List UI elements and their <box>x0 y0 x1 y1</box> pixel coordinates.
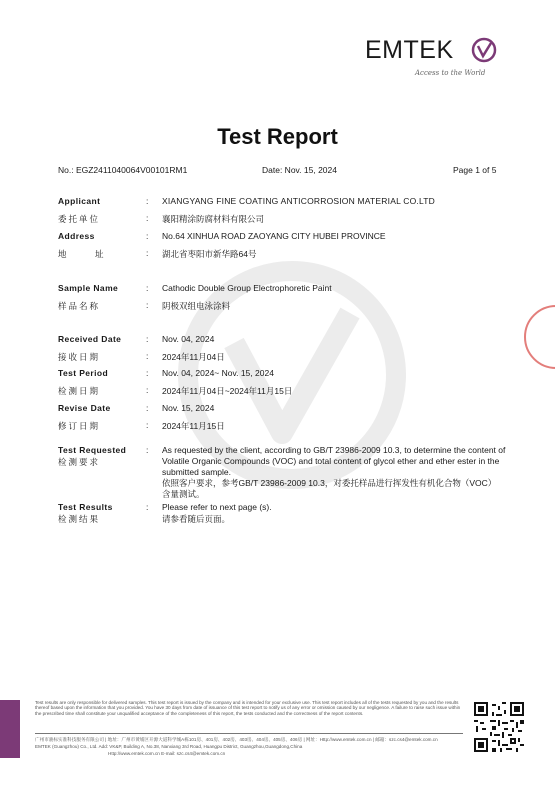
test-results-cn-label: 检测结果 <box>58 514 101 524</box>
test-period-label: Test Period <box>58 368 109 378</box>
footer-divider <box>35 733 463 734</box>
logo-tagline: Access to the World <box>415 69 486 77</box>
applicant-label: Applicant <box>58 196 101 206</box>
test-requested-value: As requested by the client, according to GB/T 23986-2009 10.3, to determine the content of Volatile Organic Compounds (VOC) and total content of glycol ether and ether ester in the submitted sample. <box>162 445 506 477</box>
footer-contact: Http://www.emtek.com.cn E-mail: szc.cs4@emtek.com.cn <box>108 751 226 756</box>
logo-text: EMTEK <box>365 36 454 64</box>
test-period-cn-label: 检测日期 <box>58 386 101 396</box>
colon: : <box>146 213 149 223</box>
colon: : <box>146 502 149 512</box>
qr-code-icon <box>474 702 524 752</box>
footer-disclaimer: Test results are only responsible for delivered samples. This test report is issued by the company and is intended for your exclusive use. This test report includes all of the tests requested by you and the results thereof based upon the information that you provided. You have 30 days from date of issuance of this test report to notify us of any error or omission caused by our negligence. A failure to raise such issue within the prescribed time shall constitute your unqualified acceptance of the completeness of this report, the tests conducted and the correctness of the report contents. <box>35 700 461 716</box>
address-cn-value: 湖北省枣阳市新华路64号 <box>162 249 257 259</box>
applicant-cn-value: 襄阳精涂防腐材料有限公司 <box>162 214 265 224</box>
page-title: Test Report <box>217 124 338 149</box>
applicant-value: XIANGYANG FINE COATING ANTICORROSION MATERIAL CO.LTD <box>162 196 435 206</box>
address-value: No.64 XINHUA ROAD ZAOYANG CITY HUBEI PROVINCE <box>162 231 386 241</box>
received-date-cn-value: 2024年11月04日 <box>162 352 225 362</box>
colon: : <box>146 196 149 206</box>
test-requested-cn-value: 依照客户要求，参考GB/T 23986-2009 10.3，对委托样品进行挥发性有机化合物（VOC）含量测试。 <box>162 478 497 499</box>
received-date-label: Received Date <box>58 334 122 344</box>
test-requested-cn-label: 检测要求 <box>58 457 101 467</box>
footer-address-en: EMTEK (Guangzhou) Co., Ltd. Add: VK&P, Building A, No.38, Nanxiang 3rd Road, Huangpu District, Guangzhou,Guangdong,China <box>35 744 303 749</box>
logo-mark-icon <box>471 37 497 63</box>
page-number: Page 1 of 5 <box>453 165 497 175</box>
colon: : <box>146 403 149 413</box>
test-period-value: Nov. 04, 2024~ Nov. 15, 2024 <box>162 368 274 378</box>
emtek-logo <box>365 36 505 82</box>
colon: : <box>146 231 149 241</box>
revise-date-value: Nov. 15, 2024 <box>162 403 215 413</box>
address-label: Address <box>58 231 95 241</box>
revise-date-label: Revise Date <box>58 403 111 413</box>
colon: : <box>146 385 149 395</box>
footer-accent-bar <box>0 700 20 758</box>
sample-name-value: Cathodic Double Group Electrophoretic Paint <box>162 283 332 293</box>
colon: : <box>146 445 149 455</box>
revise-date-cn-label: 修订日期 <box>58 421 101 431</box>
address-cn-label: 地 址 <box>58 249 114 259</box>
colon: : <box>146 351 149 361</box>
received-date-value: Nov. 04, 2024 <box>162 334 215 344</box>
sample-name-label: Sample Name <box>58 283 119 293</box>
colon: : <box>146 368 149 378</box>
report-date: Date: Nov. 15, 2024 <box>262 165 337 175</box>
colon: : <box>146 420 149 430</box>
colon: : <box>146 283 149 293</box>
official-stamp <box>524 305 555 369</box>
test-requested-label: Test Requested <box>58 445 127 455</box>
sample-name-cn-value: 阴极双组电泳涂料 <box>162 301 231 311</box>
revise-date-cn-value: 2024年11月15日 <box>162 421 225 431</box>
sample-name-cn-label: 样品名称 <box>58 301 101 311</box>
colon: : <box>146 334 149 344</box>
test-period-cn-value: 2024年11月04日~2024年11月15日 <box>162 386 293 396</box>
colon: : <box>146 300 149 310</box>
test-results-label: Test Results <box>58 502 113 512</box>
footer-address-cn: 广州市骏标实准科技服务有限公司 | 地址：广州市黄埔区开源大道科学城A栋101房、401房、402房、403房、404房、405房、406房 | 网址：Http://www.emtek.com.cn | 邮箱：szc.cs4@emtek.com.cn <box>35 737 438 742</box>
colon: : <box>146 248 149 258</box>
report-number: No.: EGZ2411040064V00101RM1 <box>58 165 188 175</box>
test-results-cn-value: 请参看随后页面。 <box>162 514 231 524</box>
applicant-cn-label: 委托单位 <box>58 214 101 224</box>
received-date-cn-label: 接收日期 <box>58 352 101 362</box>
test-results-value: Please refer to next page (s). <box>162 502 272 512</box>
